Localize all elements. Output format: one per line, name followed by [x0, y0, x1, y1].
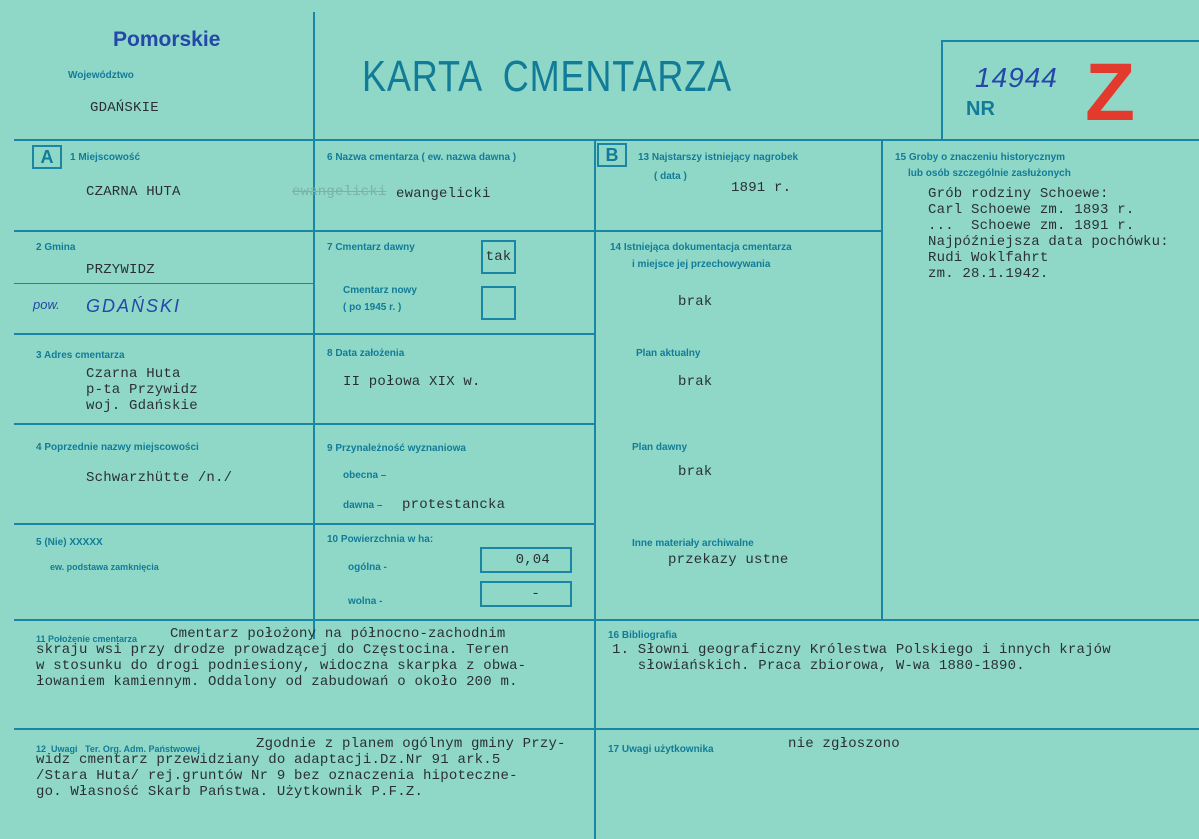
voivodeship-value: GDAŃSKIE [90, 100, 159, 116]
frame-vertical-b-left [594, 140, 596, 620]
plan-former-label: Plan dawny [632, 442, 688, 453]
field-2-value: PRZYWIDZ [86, 262, 155, 278]
field-16-label: 16 Bibliografia [608, 630, 677, 641]
frame-horizontal-row2b [596, 230, 881, 232]
field-10-total-box[interactable]: 0,04 [480, 547, 572, 573]
plan-current-value: brak [678, 374, 713, 390]
voivodeship-label: Województwo [68, 70, 134, 81]
field-14-value: brak [678, 294, 713, 310]
registry-letter: Z [1085, 47, 1136, 138]
field-5-label: 5 (Nie) XXXXX [36, 537, 103, 548]
field-4-label: 4 Poprzednie nazwy miejscowości [36, 442, 199, 453]
frame-vertical-left [313, 12, 315, 639]
field-12-label: 12 Uwagi Ter. Org. Adm. Państwowej [36, 744, 201, 754]
frame-vertical-b-right [881, 140, 883, 620]
field-3-value: Czarna Huta p-ta Przywidz woj. Gdańskie [86, 366, 198, 414]
field-10-total-label: ogólna - [348, 562, 387, 573]
field-11-label: 11 Położenie cmentarza [36, 634, 138, 644]
field-10-label: 10 Powierzchnia w ha: [327, 534, 434, 545]
frame-horizontal-row-12 [14, 728, 1199, 730]
field-14-sub: i miejsce jej przechowywania [632, 259, 771, 270]
frame-horizontal-row3 [14, 333, 594, 335]
field-15-label: 15 Groby o znaczeniu historycznym [895, 152, 1066, 163]
field-10-free-box[interactable]: - [480, 581, 572, 607]
frame-vertical-header-right [941, 40, 943, 140]
field-3-label: 3 Adres cmentarza [36, 350, 125, 361]
field-9-former-label: dawna – [343, 500, 383, 511]
field-6-value: ewangelicki [396, 186, 491, 202]
registry-number-label: NR [966, 98, 995, 120]
field-6-strikethrough-value: ewangelicki [292, 184, 387, 200]
frame-horizontal-header [14, 139, 1199, 141]
field-11-value: Cmentarz położony na północno-zachodnim skraju wsi przy drodze prowadzącej do Częstocina. Teren w stosunku do drogi podniesiony, widoczna skarpka z obwa- łowaniem kamiennym. Oddalony od zabudowań o około 200 m. [36, 626, 527, 690]
field-1-label: 1 Miejscowość [70, 152, 141, 163]
section-a-marker: A [32, 145, 62, 169]
other-materials-value: przekazy ustne [668, 552, 789, 568]
frame-horizontal-gmina-split [14, 283, 313, 284]
field-2-label: 2 Gmina [36, 242, 76, 253]
other-materials-label: Inne materiały archiwalne [632, 538, 754, 549]
field-7-new-checkbox[interactable] [481, 286, 516, 320]
field-5-sub: ew. podstawa zamknięcia [50, 562, 159, 572]
field-13-label: 13 Najstarszy istniejący nagrobek [638, 152, 799, 163]
frame-horizontal-bottom-a [14, 619, 1199, 621]
field-17-value: nie zgłoszono [788, 736, 900, 752]
field-13-sub: ( data ) [654, 171, 687, 182]
field-1-value: CZARNA HUTA [86, 184, 181, 200]
field-4-value: Schwarzhütte /n./ [86, 470, 233, 486]
field-15-value: Grób rodziny Schoewe: Carl Schoewe zm. 1893 r. ... Schoewe zm. 1891 r. Najpóźniejsza data pochówku: Rudi Woklfahrt zm. 28.1.1942. [928, 186, 1169, 282]
field-13-value: 1891 r. [731, 180, 792, 196]
field-10-free-label: wolna - [348, 596, 383, 607]
frame-horizontal-row4 [14, 423, 594, 425]
field-9-former-value: protestancka [402, 497, 506, 513]
field-12-value: Zgodnie z planem ogólnym gminy Przy- widz cmentarz przewidziany do adaptacji.Dz.Nr 91 ark.5 /Stara Huta/ rej.gruntów Nr 9 bez oznaczenia hipoteczne- go. Własność Skarb Państwa. Użytkownik P.F.Z. [36, 736, 566, 800]
field-15-sub: lub osób szczególnie zasłużonych [908, 168, 1071, 179]
plan-former-value: brak [678, 464, 713, 480]
field-9-current-label: obecna – [343, 470, 387, 481]
section-b-marker: B [597, 143, 627, 167]
field-7-label: 7 Cmentarz dawny [327, 242, 415, 253]
field-16-value: 1. Słowni geograficzny Królestwa Polskiego i innych krajów słowiańskich. Praca zbiorowa, W-wa 1880-1890. [612, 642, 1111, 674]
field-14-label: 14 Istniejąca dokumentacja cmentarza [610, 242, 792, 253]
plan-current-label: Plan aktualny [636, 348, 701, 359]
frame-horizontal-row2 [14, 230, 594, 232]
field-2-pow-label: pow. [33, 297, 60, 312]
card-title: KARTA CMENTARZA [362, 52, 732, 101]
frame-top-right [941, 40, 1199, 42]
field-9-label: 9 Przynależność wyznaniowa [327, 443, 466, 454]
field-7-new-label: Cmentarz nowy [343, 285, 417, 296]
registry-number-handwritten: 14944 [975, 62, 1058, 93]
field-8-value: II połowa XIX w. [343, 374, 481, 390]
field-2-pow-value: GDAŃSKI [86, 296, 182, 316]
field-8-label: 8 Data założenia [327, 348, 405, 359]
field-17-label: 17 Uwagi użytkownika [608, 744, 714, 755]
field-7-new-sub: ( po 1945 r. ) [343, 302, 402, 313]
field-7-old-checkbox[interactable]: tak [481, 240, 516, 274]
frame-horizontal-row5 [14, 523, 594, 525]
region-stamp: Pomorskie [113, 28, 221, 51]
field-6-label: 6 Nazwa cmentarza ( ew. nazwa dawna ) [327, 152, 517, 163]
